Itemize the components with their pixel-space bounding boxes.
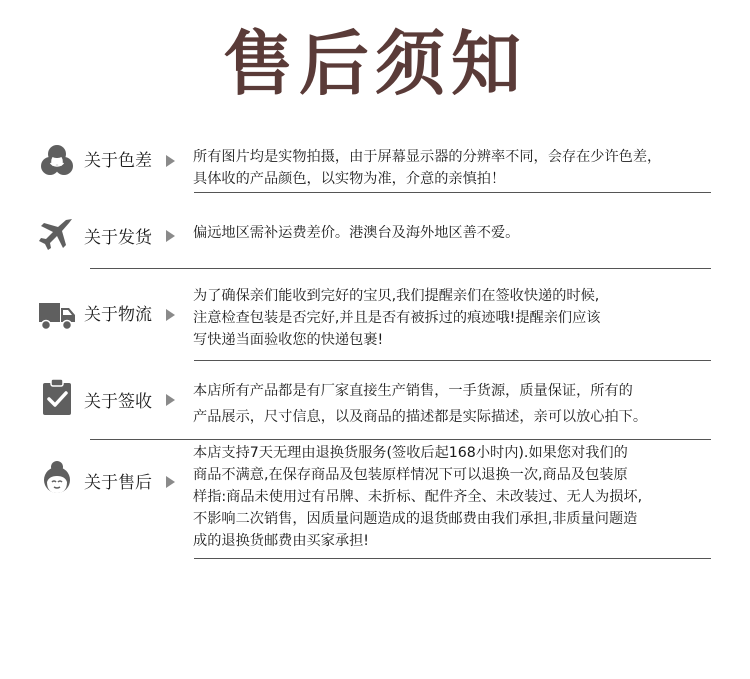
chevron-right-icon xyxy=(166,155,175,167)
chevron-right-icon xyxy=(166,230,175,242)
text-line: 本店所有产品都是有厂家直接生产销售，一手货源，质量保证，所有的 xyxy=(193,383,633,399)
section-label: 关于签收 xyxy=(84,392,152,412)
customer-service-icon xyxy=(38,458,76,496)
page-title: 售后须知 xyxy=(223,23,527,105)
divider xyxy=(194,360,711,361)
section-text xyxy=(193,222,713,244)
divider xyxy=(90,439,711,440)
text-line: 样指:商品未使用过有吊牌、未折标、配件齐全、未改装过、无人为损坏, xyxy=(193,489,643,505)
text-line: 产品展示，尺寸信息，以及商品的描述都是实际描述，亲可以放心拍下。 xyxy=(193,409,648,425)
section-text xyxy=(193,442,713,552)
section-text xyxy=(193,146,713,190)
text-line: 写快递当面验收您的快递包裹! xyxy=(193,332,384,348)
text-line: 偏远地区需补运费差价。港澳台及海外地区善不爱。 xyxy=(193,225,520,241)
text-line: 成的退换货邮费由买家承担! xyxy=(193,533,369,549)
delivery-truck-icon xyxy=(38,296,76,334)
section-label: 关于发货 xyxy=(84,228,152,248)
color-circles-icon xyxy=(38,142,76,180)
text-line: 所有图片均是实物拍摄，由于屏幕显示器的分辨率不同，会存在少许色差， xyxy=(193,149,662,165)
section-text xyxy=(193,285,713,351)
text-line: 商品不满意,在保存商品及包装原样情况下可以退换一次,商品及包装原 xyxy=(193,467,628,483)
text-line: 注意检查包装是否完好,并且是否有被拆过的痕迹哦!提醒亲们应该 xyxy=(193,310,601,326)
section-text xyxy=(193,380,713,428)
clipboard-check-icon xyxy=(38,378,76,416)
section-label: 关于物流 xyxy=(84,305,152,325)
chevron-right-icon xyxy=(166,476,175,488)
airplane-icon xyxy=(38,215,76,253)
divider xyxy=(194,558,711,559)
chevron-right-icon xyxy=(166,394,175,406)
text-line: 本店支持7天无理由退换货服务(签收后起168小时内).如果您对我们的 xyxy=(193,445,628,461)
section-label: 关于色差 xyxy=(84,151,152,171)
text-line: 为了确保亲们能收到完好的宝贝,我们提醒亲们在签收快递的时候, xyxy=(193,288,600,304)
divider xyxy=(194,192,711,193)
section-label: 关于售后 xyxy=(84,473,152,493)
text-line: 不影响二次销售，因质量问题造成的退货邮费由我们承担,非质量问题造 xyxy=(193,511,638,527)
text-line: 具体收的产品颜色，以实物为准，介意的亲慎拍！ xyxy=(193,171,506,187)
divider xyxy=(90,268,711,269)
chevron-right-icon xyxy=(166,309,175,321)
